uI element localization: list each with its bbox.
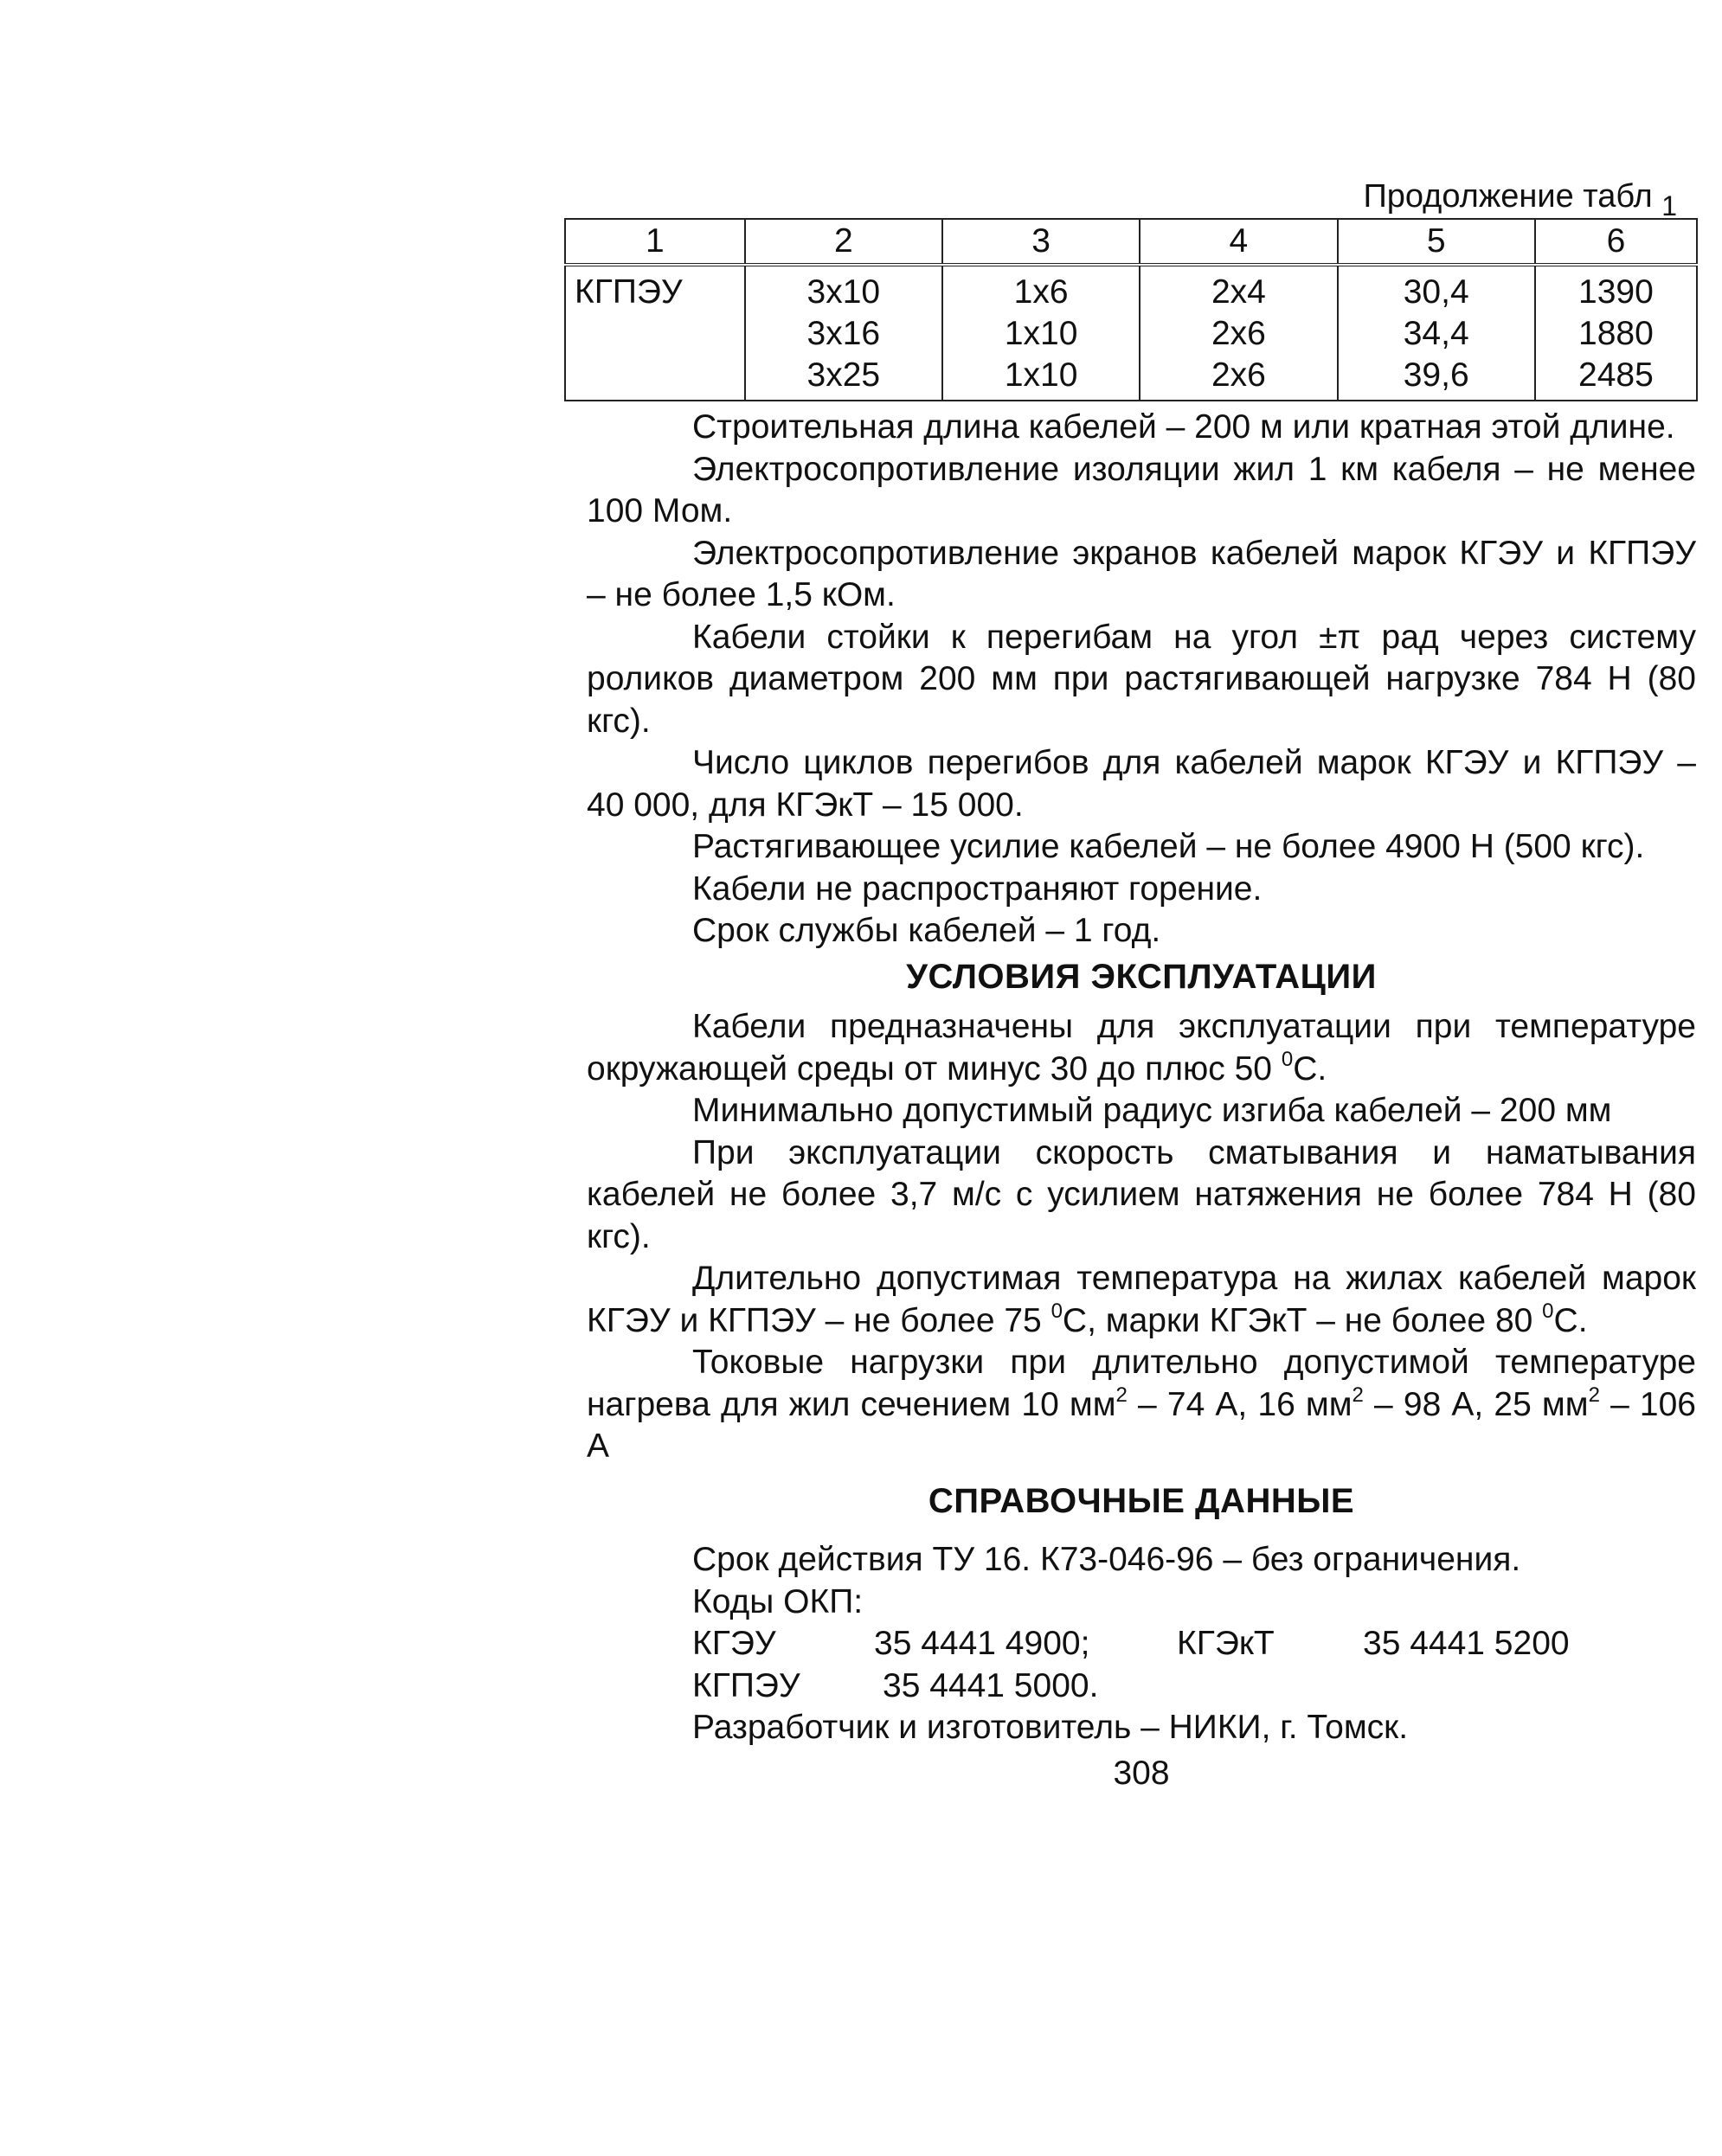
header-cell: 4 bbox=[1140, 219, 1337, 265]
header-cell: 5 bbox=[1338, 219, 1535, 265]
cores-cell bbox=[745, 265, 942, 401]
paragraph: Электросопротивление экранов кабелей марок КГЭУ и КГПЭУ – не более 1,5 кОм. bbox=[587, 534, 1696, 613]
continuation-label: Продолжение табл bbox=[1363, 178, 1653, 215]
diameter-cell bbox=[1338, 265, 1535, 401]
text-run: С, марки КГЭкТ – не более 80 bbox=[1062, 1301, 1543, 1339]
paragraph: Минимально допустимый радиус изгиба кабелей – 200 мм bbox=[692, 1092, 1612, 1129]
cell-value: 3х16 bbox=[806, 315, 881, 352]
header-cell: 2 bbox=[745, 219, 942, 265]
page-number: 308 bbox=[1113, 1754, 1170, 1792]
body-text bbox=[587, 407, 1696, 1794]
text-run: – 98 А, 25 мм bbox=[1363, 1385, 1589, 1423]
text-run: С. bbox=[1553, 1301, 1588, 1339]
mass-cell bbox=[1535, 265, 1697, 401]
okp-brand: КГЭкТ bbox=[1177, 1625, 1275, 1662]
paragraph: Кабели стойки к перегибам на угол ±π рад через систему роликов диаметром 200 мм при растягивающей нагрузке 784 Н (80 кгс). bbox=[587, 618, 1696, 740]
paragraph: Строительная длина кабелей – 200 м или кратная этой длине. bbox=[692, 408, 1675, 446]
cell-value: 3х25 bbox=[806, 356, 881, 394]
header-cell: 6 bbox=[1535, 219, 1697, 265]
okp-code: 35 4441 5000. bbox=[883, 1666, 1099, 1704]
cell-value: 30,4 bbox=[1403, 273, 1469, 311]
okp-row bbox=[692, 1665, 1696, 1708]
paragraph bbox=[587, 1258, 1696, 1342]
cell-value: 39,6 bbox=[1403, 356, 1469, 394]
text-run: С. bbox=[1293, 1049, 1327, 1088]
degree-mark: 0 bbox=[1281, 1047, 1294, 1071]
okp-code: 35 4441 5200 bbox=[1363, 1625, 1570, 1662]
degree-mark: 0 bbox=[1542, 1299, 1554, 1323]
cell-value: 3х10 bbox=[806, 273, 881, 311]
paragraph: Кабели не распространяют горение. bbox=[692, 869, 1263, 908]
cell-value: 1х6 bbox=[1013, 273, 1069, 311]
cable-spec-table bbox=[564, 218, 1698, 401]
cell-value: 1х10 bbox=[1004, 356, 1078, 394]
col3-cell bbox=[942, 265, 1140, 401]
cell-value: 1880 bbox=[1578, 315, 1654, 352]
section-heading-reference: СПРАВОЧНЫЕ ДАННЫЕ bbox=[928, 1481, 1355, 1520]
paragraph: При эксплуатации скорость сматывания и наматывания кабелей не более 3,7 м/с с усилием натяжения не более 784 Н (80 кгс). bbox=[587, 1133, 1696, 1255]
col4-cell bbox=[1140, 265, 1337, 401]
table-row bbox=[565, 265, 1697, 401]
okp-brand: КГЭУ bbox=[692, 1625, 776, 1662]
header-cell: 1 bbox=[565, 219, 745, 265]
square-mark: 2 bbox=[1588, 1383, 1600, 1407]
paragraph bbox=[587, 1342, 1696, 1468]
paragraph bbox=[587, 1006, 1696, 1090]
paragraph: Электросопротивление изоляции жил 1 км кабеля – не менее 100 Мом. bbox=[587, 450, 1696, 529]
okp-code: 35 4441 4900; bbox=[874, 1625, 1090, 1662]
brand-name: КГПЭУ bbox=[575, 273, 683, 311]
okp-brand: КГПЭУ bbox=[692, 1666, 800, 1704]
square-mark: 2 bbox=[1352, 1383, 1364, 1407]
cell-value: 2х4 bbox=[1211, 273, 1266, 311]
paragraph: Растягивающее усилие кабелей – не более 4900 Н (500 кгс). bbox=[692, 828, 1645, 865]
degree-mark: 0 bbox=[1051, 1299, 1063, 1323]
okp-row bbox=[692, 1623, 1696, 1665]
okp-label: Коды ОКП: bbox=[692, 1582, 864, 1620]
cell-value: 2х6 bbox=[1211, 315, 1266, 352]
brand-cell bbox=[565, 265, 745, 401]
cell-value: 2485 bbox=[1578, 356, 1654, 394]
text-run: – 106 А bbox=[587, 1385, 1696, 1465]
reference-block bbox=[587, 1539, 1696, 1749]
validity-line: Срок действия ТУ 16. К73-046-96 – без ограничения. bbox=[692, 1541, 1521, 1578]
continuation-number: 1 bbox=[1661, 190, 1677, 221]
table-header-row bbox=[565, 219, 1697, 265]
header-cell: 3 bbox=[942, 219, 1140, 265]
cell-value: 34,4 bbox=[1403, 315, 1469, 352]
text-run: – 74 А, 16 мм bbox=[1127, 1385, 1353, 1423]
cell-value: 2х6 bbox=[1211, 356, 1266, 394]
cell-value: 1390 bbox=[1578, 273, 1654, 311]
table-continuation-note bbox=[1363, 178, 1677, 222]
cell-value: 1х10 bbox=[1004, 315, 1078, 352]
square-mark: 2 bbox=[1115, 1383, 1128, 1407]
text-run: Длительно допустимая температура на жилах кабелей марок КГЭУ и КГПЭУ – не более 75 bbox=[587, 1260, 1696, 1339]
section-heading-operating: УСЛОВИЯ ЭКСПЛУАТАЦИИ bbox=[906, 957, 1377, 996]
developer-line: Разработчик и изготовитель – НИКИ, г. Томск. bbox=[692, 1709, 1409, 1746]
text-run: Токовые нагрузки при длительно допустимой температуре нагрева для жил сечением 10 мм bbox=[587, 1344, 1696, 1423]
paragraph: Срок службы кабелей – 1 год. bbox=[692, 912, 1161, 949]
text-run: Кабели предназначены для эксплуатации при температуре окружающей среды от минус 30 до плюс 50 bbox=[587, 1008, 1696, 1088]
paragraph: Число циклов перегибов для кабелей марок КГЭУ и КГПЭУ – 40 000, для КГЭкТ – 15 000. bbox=[587, 744, 1696, 824]
